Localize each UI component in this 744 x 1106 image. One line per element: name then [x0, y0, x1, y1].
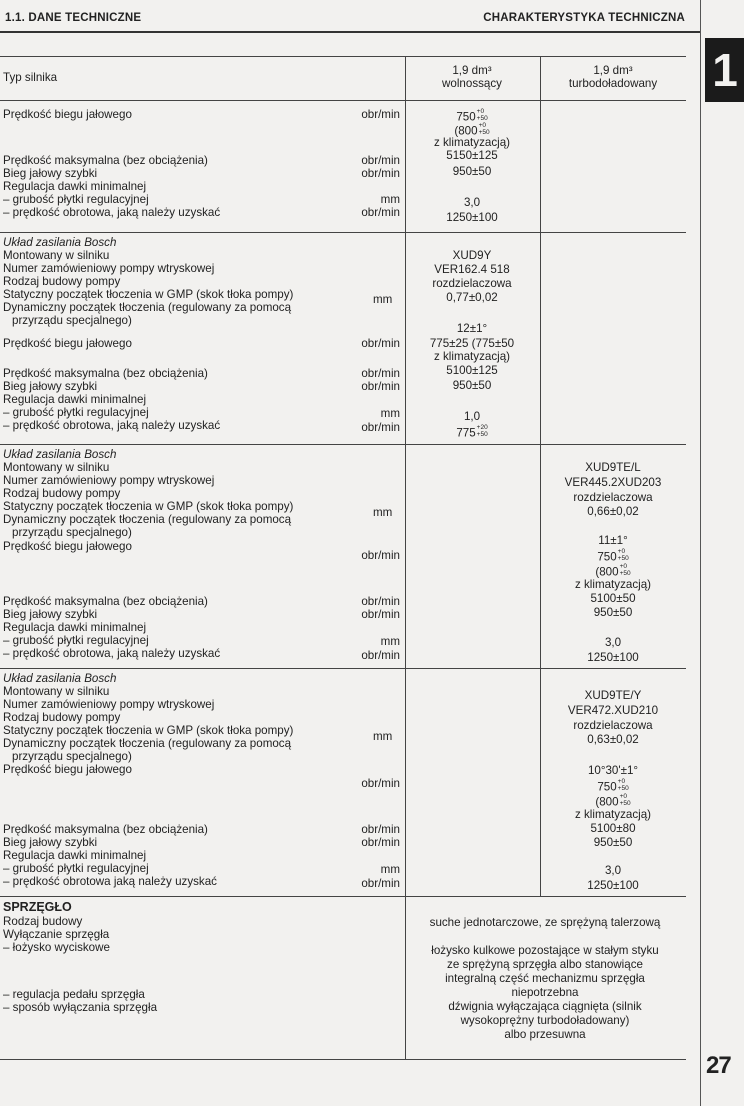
section-heading: Układ zasilania Bosch: [3, 672, 117, 685]
unit: mm: [380, 863, 400, 876]
row-label: Rodzaj budowy pompy: [3, 275, 121, 288]
value: z klimatyzacją): [433, 136, 511, 149]
row-label: Statyczny początek tłoczenia w GMP (skok tłoka pompy): [3, 288, 294, 301]
value: z klimatyzacją): [574, 578, 652, 591]
row-label: Dynamiczny początek tłoczenia (regulowany za pomocą: [3, 301, 292, 314]
value: XUD9TE/Y: [584, 689, 642, 702]
value: XUD9TE/L: [585, 461, 641, 474]
row-label: – grubość płytki regulacyjnej: [3, 406, 149, 419]
row-label: Rodzaj budowy: [3, 915, 83, 928]
section-heading: Układ zasilania Bosch: [3, 236, 117, 249]
value: 3,0: [604, 864, 622, 877]
row-label: Montowany w silniku: [3, 249, 110, 262]
row-label: Rodzaj budowy pompy: [3, 711, 121, 724]
value: 1250±100: [587, 651, 639, 664]
engine-capacity: 1,9 dm³: [593, 64, 633, 77]
row-label: przyrządu specjalnego): [12, 750, 132, 763]
table-bottom-rule: [0, 1059, 686, 1060]
chapter-tab: 1: [705, 38, 744, 102]
unit: obr/min: [361, 421, 400, 434]
unit: obr/min: [361, 206, 400, 219]
unit: mm: [373, 730, 393, 743]
unit: obr/min: [361, 154, 400, 167]
value: 775+20 +50: [456, 424, 488, 440]
row-label: Prędkość biegu jałowego: [3, 337, 132, 350]
value: integralną część mechanizmu sprzęgła: [445, 972, 645, 985]
unit: obr/min: [361, 108, 400, 121]
section-heading: Układ zasilania Bosch: [3, 448, 117, 461]
value: (800+0 +50: [454, 122, 490, 138]
value: 3,0: [463, 196, 481, 209]
chapter-title: CHARAKTERYSTYKA TECHNICZNA: [483, 12, 685, 24]
row-label: – grubość płytki regulacyjnej: [3, 862, 149, 875]
value: wysokoprężny turbodoładowany): [460, 1014, 630, 1027]
value: rozdzielaczowa: [573, 719, 653, 732]
unit: mm: [373, 293, 393, 306]
row-label: – prędkość obrotowa, jaką należy uzyskać: [3, 419, 221, 432]
row-label: – regulacja pedału sprzęgła: [3, 988, 145, 1001]
row-label: Prędkość biegu jałowego: [3, 108, 132, 121]
value: 0,66±0,02: [587, 505, 639, 518]
row-rule: [0, 100, 686, 101]
value: 750+0 +50: [597, 548, 629, 564]
value: 950±50: [452, 379, 492, 392]
row-label: – prędkość obrotowa jaką należy uzyskać: [3, 875, 217, 888]
unit: obr/min: [361, 777, 400, 790]
row-label: Regulacja dawki minimalnej: [3, 849, 147, 862]
value: 10°30'±1°: [587, 764, 639, 777]
value: rozdzielaczowa: [573, 491, 653, 504]
value: 750+0 +50: [597, 778, 629, 794]
value: suche jednotarczowe, ze sprężyną talerzową: [429, 916, 661, 929]
value: 950±50: [593, 836, 633, 849]
row-label: Prędkość biegu jałowego: [3, 763, 132, 776]
value: 5100±50: [590, 592, 636, 605]
unit: obr/min: [361, 877, 400, 890]
engine-capacity: 1,9 dm³: [452, 64, 492, 77]
row-label: Dynamiczny początek tłoczenia (regulowany za pomocą: [3, 513, 292, 526]
col-divider: [540, 56, 541, 896]
value: albo przesuwna: [504, 1028, 586, 1041]
row-label: przyrządu specjalnego): [12, 526, 132, 539]
table-top-rule: [0, 56, 686, 57]
value: XUD9Y: [452, 249, 492, 262]
row-label: Prędkość maksymalna (bez obciążenia): [3, 823, 208, 836]
row-label: Montowany w silniku: [3, 685, 110, 698]
row-label: Dynamiczny początek tłoczenia (regulowany za pomocą: [3, 737, 292, 750]
row-label: Montowany w silniku: [3, 461, 110, 474]
row-label: Regulacja dawki minimalnej: [3, 180, 147, 193]
unit: obr/min: [361, 337, 400, 350]
row-label: Bieg jałowy szybki: [3, 380, 98, 393]
unit: obr/min: [361, 367, 400, 380]
unit: obr/min: [361, 608, 400, 621]
value: 3,0: [604, 636, 622, 649]
value: VER162.4 518: [434, 263, 510, 276]
unit: obr/min: [361, 167, 400, 180]
value: (800+0 +50: [595, 563, 631, 579]
value: 0,63±0,02: [587, 733, 639, 746]
row-label: Numer zamówieniowy pompy wtryskowej: [3, 698, 215, 711]
row-label: Statyczny początek tłoczenia w GMP (skok tłoka pompy): [3, 500, 294, 513]
value: z klimatyzacją): [574, 808, 652, 821]
row-label: – grubość płytki regulacyjnej: [3, 193, 149, 206]
row-label: – grubość płytki regulacyjnej: [3, 634, 149, 647]
value: 775±25 (775±50: [429, 337, 515, 350]
page-edge-rule: [700, 0, 701, 1106]
row-label: Bieg jałowy szybki: [3, 836, 98, 849]
row-label: Regulacja dawki minimalnej: [3, 621, 147, 634]
value: 5100±125: [446, 364, 498, 377]
value: niepotrzebna: [511, 986, 579, 999]
unit: mm: [373, 506, 393, 519]
row-label: Prędkość maksymalna (bez obciążenia): [3, 154, 208, 167]
value: (800+0 +50: [595, 793, 631, 809]
row-label: Prędkość maksymalna (bez obciążenia): [3, 367, 208, 380]
row-label: Numer zamówieniowy pompy wtryskowej: [3, 474, 215, 487]
running-header: [5, 12, 685, 28]
row-label: – prędkość obrotowa, jaką należy uzyskać: [3, 206, 221, 219]
spec-table: [0, 56, 686, 1060]
row-label: Statyczny początek tłoczenia w GMP (skok tłoka pompy): [3, 724, 294, 737]
value: ze sprężyną sprzęgła albo stanowiące: [447, 958, 643, 971]
value: 0,77±0,02: [446, 291, 498, 304]
value: dźwignia wyłączająca ciągnięta (silnik: [448, 1000, 642, 1013]
value: 750+0 +50: [456, 108, 488, 124]
value: rozdzielaczowa: [432, 277, 512, 290]
page-number: 27: [706, 1052, 731, 1079]
unit: obr/min: [361, 549, 400, 562]
unit: mm: [380, 635, 400, 648]
value: 11±1°: [598, 534, 628, 547]
row-label: – prędkość obrotowa, jaką należy uzyskać: [3, 647, 221, 660]
section-title: 1.1. DANE TECHNICZNE: [5, 12, 142, 24]
value: łożysko kulkowe pozostające w stałym styku: [431, 944, 659, 957]
row-label: przyrządu specjalnego): [12, 314, 132, 327]
value: 1250±100: [446, 211, 498, 224]
row-label: Regulacja dawki minimalnej: [3, 393, 147, 406]
row-rule: [0, 444, 686, 445]
value: 950±50: [452, 165, 492, 178]
row-rule: [0, 668, 686, 669]
row-label: Numer zamówieniowy pompy wtryskowej: [3, 262, 215, 275]
unit: obr/min: [361, 380, 400, 393]
unit: mm: [380, 193, 400, 206]
row-rule: [0, 232, 686, 233]
row-label: Typ silnika: [3, 71, 58, 84]
unit: mm: [380, 407, 400, 420]
value: 1250±100: [587, 879, 639, 892]
row-label: Prędkość biegu jałowego: [3, 540, 132, 553]
section-heading: SPRZĘGŁO: [3, 900, 72, 914]
value: z klimatyzacją): [433, 350, 511, 363]
value: 12±1°: [456, 322, 488, 335]
row-label: – łożysko wyciskowe: [3, 941, 110, 954]
value: 5100±80: [590, 822, 636, 835]
value: VER445.2XUD203: [564, 476, 662, 489]
row-label: – sposób wyłączania sprzęgła: [3, 1001, 158, 1014]
row-rule: [0, 896, 686, 897]
unit: obr/min: [361, 836, 400, 849]
value: 5150±125: [446, 149, 498, 162]
engine-type: turbodoładowany: [568, 77, 658, 90]
row-label: Rodzaj budowy pompy: [3, 487, 121, 500]
unit: obr/min: [361, 649, 400, 662]
header-rule: [0, 31, 700, 33]
engine-type: wolnossący: [442, 77, 502, 90]
value: VER472.XUD210: [567, 704, 659, 717]
value: 1,0: [463, 410, 481, 423]
row-label: Wyłączanie sprzęgła: [3, 928, 110, 941]
unit: obr/min: [361, 823, 400, 836]
row-label: Bieg jałowy szybki: [3, 167, 98, 180]
row-label: Bieg jałowy szybki: [3, 608, 98, 621]
row-label: Prędkość maksymalna (bez obciążenia): [3, 595, 208, 608]
col-divider: [405, 56, 406, 1060]
unit: obr/min: [361, 595, 400, 608]
value: 950±50: [593, 606, 633, 619]
